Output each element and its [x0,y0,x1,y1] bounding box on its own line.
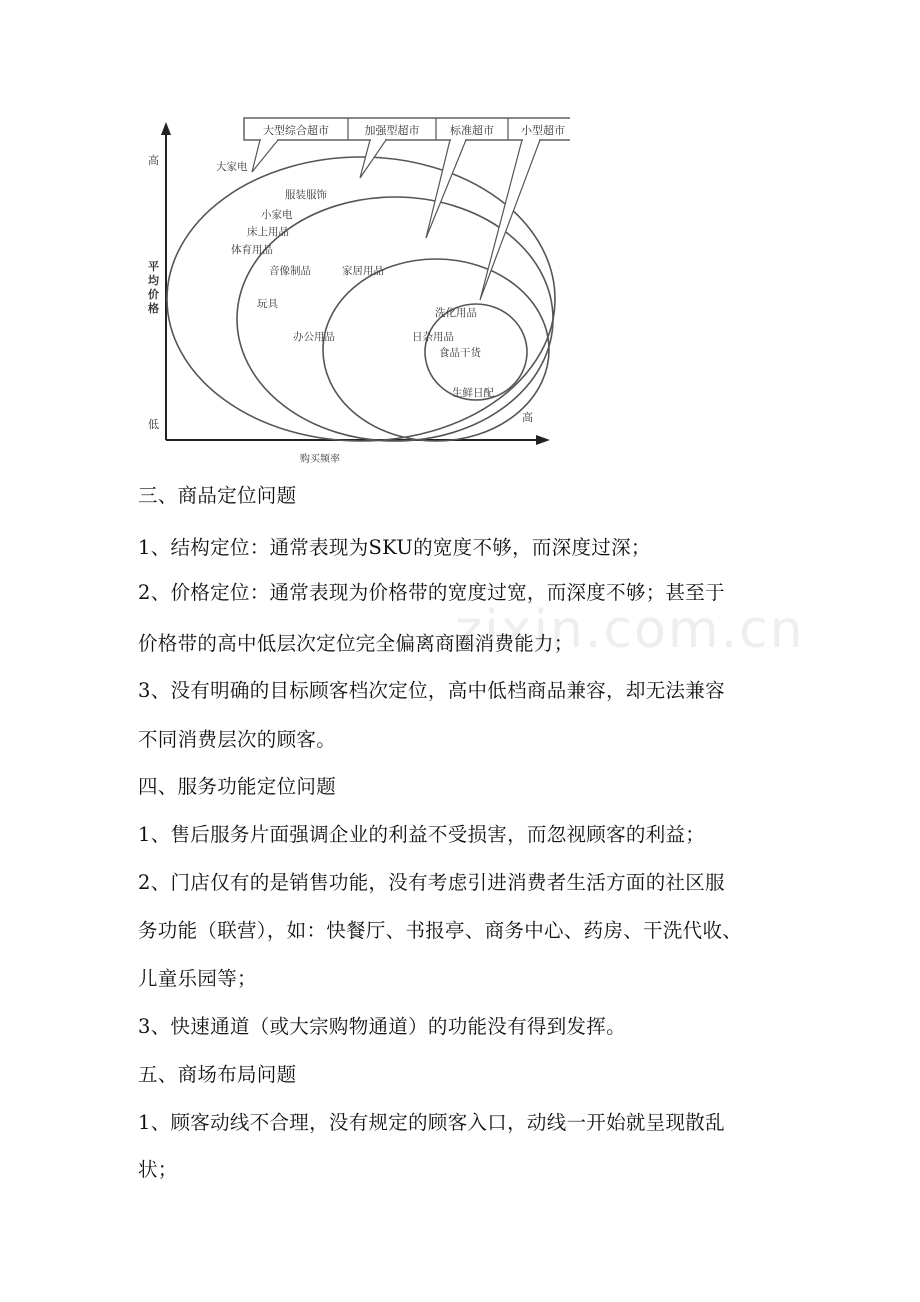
callout-label-4: 小型超市 [521,124,565,137]
paragraph-express-lane: 3、快速通道（或大宗购物通道）的功能没有得到发挥。 [138,1015,626,1038]
paragraph-store-function-line3: 儿童乐园等； [138,967,257,990]
heading-store-layout: 五、商场布局问题 [138,1063,297,1086]
y-axis-high-label: 高 [148,154,159,167]
paragraph-customer-flow-line1: 1、顾客动线不合理，没有规定的顾客入口，动线一开始就呈现散乱 [138,1111,725,1134]
circle-standard-supermarket [323,259,549,441]
y-axis-label-3: 价 [148,288,159,301]
paragraph-store-function-line1: 2、门店仅有的是销售功能，没有考虑引进消费者生活方面的社区服 [138,871,725,894]
paragraph-target-customer-line1: 3、没有明确的目标顾客档次定位，高中低档商品兼容，却无法兼容 [138,679,725,702]
y-axis-label-4: 格 [148,302,159,315]
item-av: 音像制品 [269,265,311,277]
callout-label-2: 加强型超市 [364,124,420,137]
paragraph-after-sales: 1、售后服务片面强调企业的利益不受损害，而忽视顾客的利益； [138,823,706,846]
store-format-diagram [130,108,570,470]
y-axis-label-1: 平 [148,260,159,273]
paragraph-store-function-line2: 务功能（联营），如：快餐厅、书报亭、商务中心、药房、干洗代收、 [138,919,743,942]
callout-pointer-2 [360,140,386,178]
heading-product-positioning: 三、商品定位问题 [138,484,297,507]
y-axis-arrow-icon [161,122,171,135]
item-toiletries: 洗化用品 [435,307,477,319]
item-toys: 玩具 [257,298,278,310]
callout-label-1: 大型综合超市 [263,124,329,137]
item-sundries: 日杂用品 [412,331,454,343]
item-home: 家居用品 [342,265,384,277]
heading-service-positioning: 四、服务功能定位问题 [138,775,337,798]
y-axis-low-label: 低 [148,418,159,431]
item-big-appliance: 大家电 [216,161,248,173]
paragraph-target-customer-line2: 不同消费层次的顾客。 [138,728,337,751]
callout-label-3: 标准超市 [450,124,494,137]
paragraph-structure-positioning: 1、结构定位：通常表现为SKU的宽度不够，而深度过深； [138,536,651,559]
x-axis-arrow-icon [536,435,550,445]
item-fresh: 生鲜日配 [452,387,494,399]
item-sports: 体育用品 [231,244,273,256]
paragraph-price-positioning-line1: 2、价格定位：通常表现为价格带的宽度过宽，而深度不够；甚至于 [138,581,725,604]
item-bedding: 床上用品 [247,226,289,238]
paragraph-customer-flow-line2: 状； [138,1158,178,1181]
item-office: 办公用品 [293,331,335,343]
y-axis-label-2: 均 [148,274,159,287]
watermark: zixin.com.cn [455,600,805,660]
x-axis-high-label: 高 [522,411,533,424]
callout-pointer-1 [252,140,278,172]
item-apparel: 服装服饰 [285,189,327,201]
item-food-dry: 食品干货 [439,347,481,359]
x-axis-label: 购买频率 [300,454,340,465]
circles [167,157,555,441]
callout-pointer-3 [426,140,466,238]
item-small-appliance: 小家电 [261,209,293,221]
paragraph-price-positioning-line2: 价格带的高中低层次定位完全偏离商圈消费能力； [138,632,574,655]
